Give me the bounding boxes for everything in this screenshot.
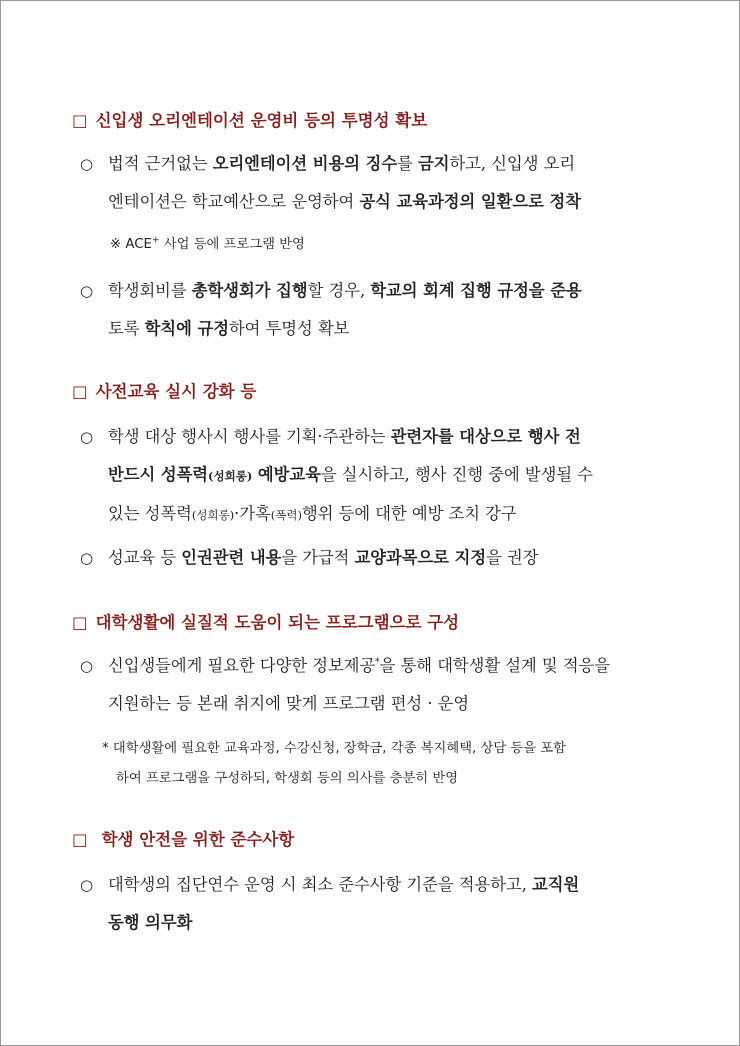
text-run: 학칙에 규정 <box>144 319 229 338</box>
reference-mark: ※ <box>110 237 122 252</box>
bullet-line <box>80 456 593 495</box>
text-run: 을 가급적 <box>281 548 355 567</box>
text-run: 반드시 성폭력 <box>108 465 209 484</box>
checkbox-square-icon: □ <box>72 830 88 849</box>
section-title: 사전교육 실시 강화 등 <box>95 382 257 401</box>
text-run: 을 권장 <box>486 548 539 567</box>
note-text: ACE+ 사업 등에 프로그램 반영 <box>125 235 305 252</box>
bullet-item <box>80 647 610 722</box>
bullet-line <box>80 866 579 904</box>
bullet-item <box>80 418 593 534</box>
text-run: 동행 의무화 <box>108 913 193 932</box>
bullet-item <box>80 272 582 347</box>
section-heading-4 <box>72 826 294 850</box>
text-run: 하여 투명성 확보 <box>228 319 350 338</box>
text-run: 대학생의 집단연수 운영 시 최소 준수사항 기준을 적용하고, <box>108 875 533 894</box>
note-line: 대학생활에 필요한 교육과정, 수강신청, 장학금, 각종 복지혜택, 상담 등을 포함 <box>112 741 567 756</box>
circle-bullet-icon: ○ <box>80 549 94 567</box>
text-run: 인권관련 내용 <box>181 548 282 567</box>
bullet-line <box>80 183 581 220</box>
text-run: 교양과목으로 지정 <box>354 548 487 567</box>
text-run: 총학생회가 집행 <box>191 281 308 300</box>
bullet-line <box>80 647 610 685</box>
text-run: 교직원 <box>532 875 580 894</box>
text-run: 지원하는 등 본래 취지에 맞게 프로그램 편성 · 운영 <box>108 694 470 713</box>
bullet-line <box>80 685 610 722</box>
section-heading-3 <box>72 609 459 633</box>
text-run: 신입생들에게 필요한 다양한 정보제공 <box>108 656 376 675</box>
section-heading-2 <box>72 378 256 402</box>
reference-mark: * <box>102 741 109 756</box>
text-run: 관련자를 대상으로 행사 전 <box>390 427 581 446</box>
bullet-line <box>80 904 579 941</box>
checkbox-square-icon: □ <box>72 382 88 401</box>
text-run: 학교의 회계 집행 규정을 준용 <box>370 281 582 300</box>
text-run: 을 통해 대학생활 설계 및 적응을 <box>379 656 611 675</box>
bullet-item <box>80 539 538 577</box>
note-ace <box>110 230 305 260</box>
section-title: 신입생 오리엔테이션 운영비 등의 투명성 확보 <box>95 111 428 130</box>
circle-bullet-icon: ○ <box>80 282 94 300</box>
text-run: 오리엔테이션 비용의 징수 <box>212 154 398 173</box>
text-run: 공식 교육과정의 일환으로 정착 <box>359 192 581 211</box>
text-run: 학생회비를 <box>108 281 192 300</box>
checkbox-square-icon: □ <box>72 613 88 632</box>
text-run: 할 경우, <box>307 281 371 300</box>
section-heading-1 <box>72 107 427 131</box>
bullet-line <box>80 495 593 534</box>
text-run: 예방교육 <box>252 465 321 484</box>
bullet-line <box>80 418 593 456</box>
text-run: 하고, 신입생 오리 <box>449 154 576 173</box>
text-run: * <box>375 657 380 668</box>
text-run: ·가혹 <box>234 504 271 523</box>
text-run: 금지 <box>417 154 450 173</box>
text-run: 행위 등에 대한 예방 조치 강구 <box>301 504 517 523</box>
text-run: 엔테이션은 학교예산으로 운영하여 <box>108 192 360 211</box>
circle-bullet-icon: ○ <box>80 657 94 675</box>
circle-bullet-icon: ○ <box>80 876 94 894</box>
bullet-line <box>80 272 582 310</box>
text-run: (성희롱) <box>191 508 235 522</box>
text-run: 있는 성폭력 <box>108 504 192 523</box>
bullet-line <box>80 310 582 347</box>
checkbox-square-icon: □ <box>72 111 88 130</box>
text-run: 성교육 등 <box>108 548 182 567</box>
section-title: 대학생활에 실질적 도움이 되는 프로그램으로 구성 <box>95 613 460 632</box>
circle-bullet-icon: ○ <box>80 155 94 173</box>
text-run: 학생 대상 행사시 행사를 기획·주관하는 <box>108 427 391 446</box>
text-run: 토록 <box>108 319 145 338</box>
text-run: 법적 근거없는 <box>108 154 213 173</box>
note-line: 하여 프로그램을 구성하되, 학생회 등의 의사를 충분히 반영 <box>116 771 459 786</box>
bullet-line <box>80 145 581 183</box>
bullet-line <box>80 539 538 577</box>
note-program <box>102 734 566 794</box>
bullet-item <box>80 145 581 220</box>
text-run: (폭력) <box>270 508 302 522</box>
section-title: 학생 안전을 위한 준수사항 <box>101 830 295 849</box>
circle-bullet-icon: ○ <box>80 428 94 446</box>
text-run: 을 실시하고, 행사 진행 중에 발생될 수 <box>320 465 594 484</box>
bullet-item <box>80 866 579 941</box>
text-run: 를 <box>397 154 418 173</box>
text-run: (성희롱) <box>208 469 253 483</box>
